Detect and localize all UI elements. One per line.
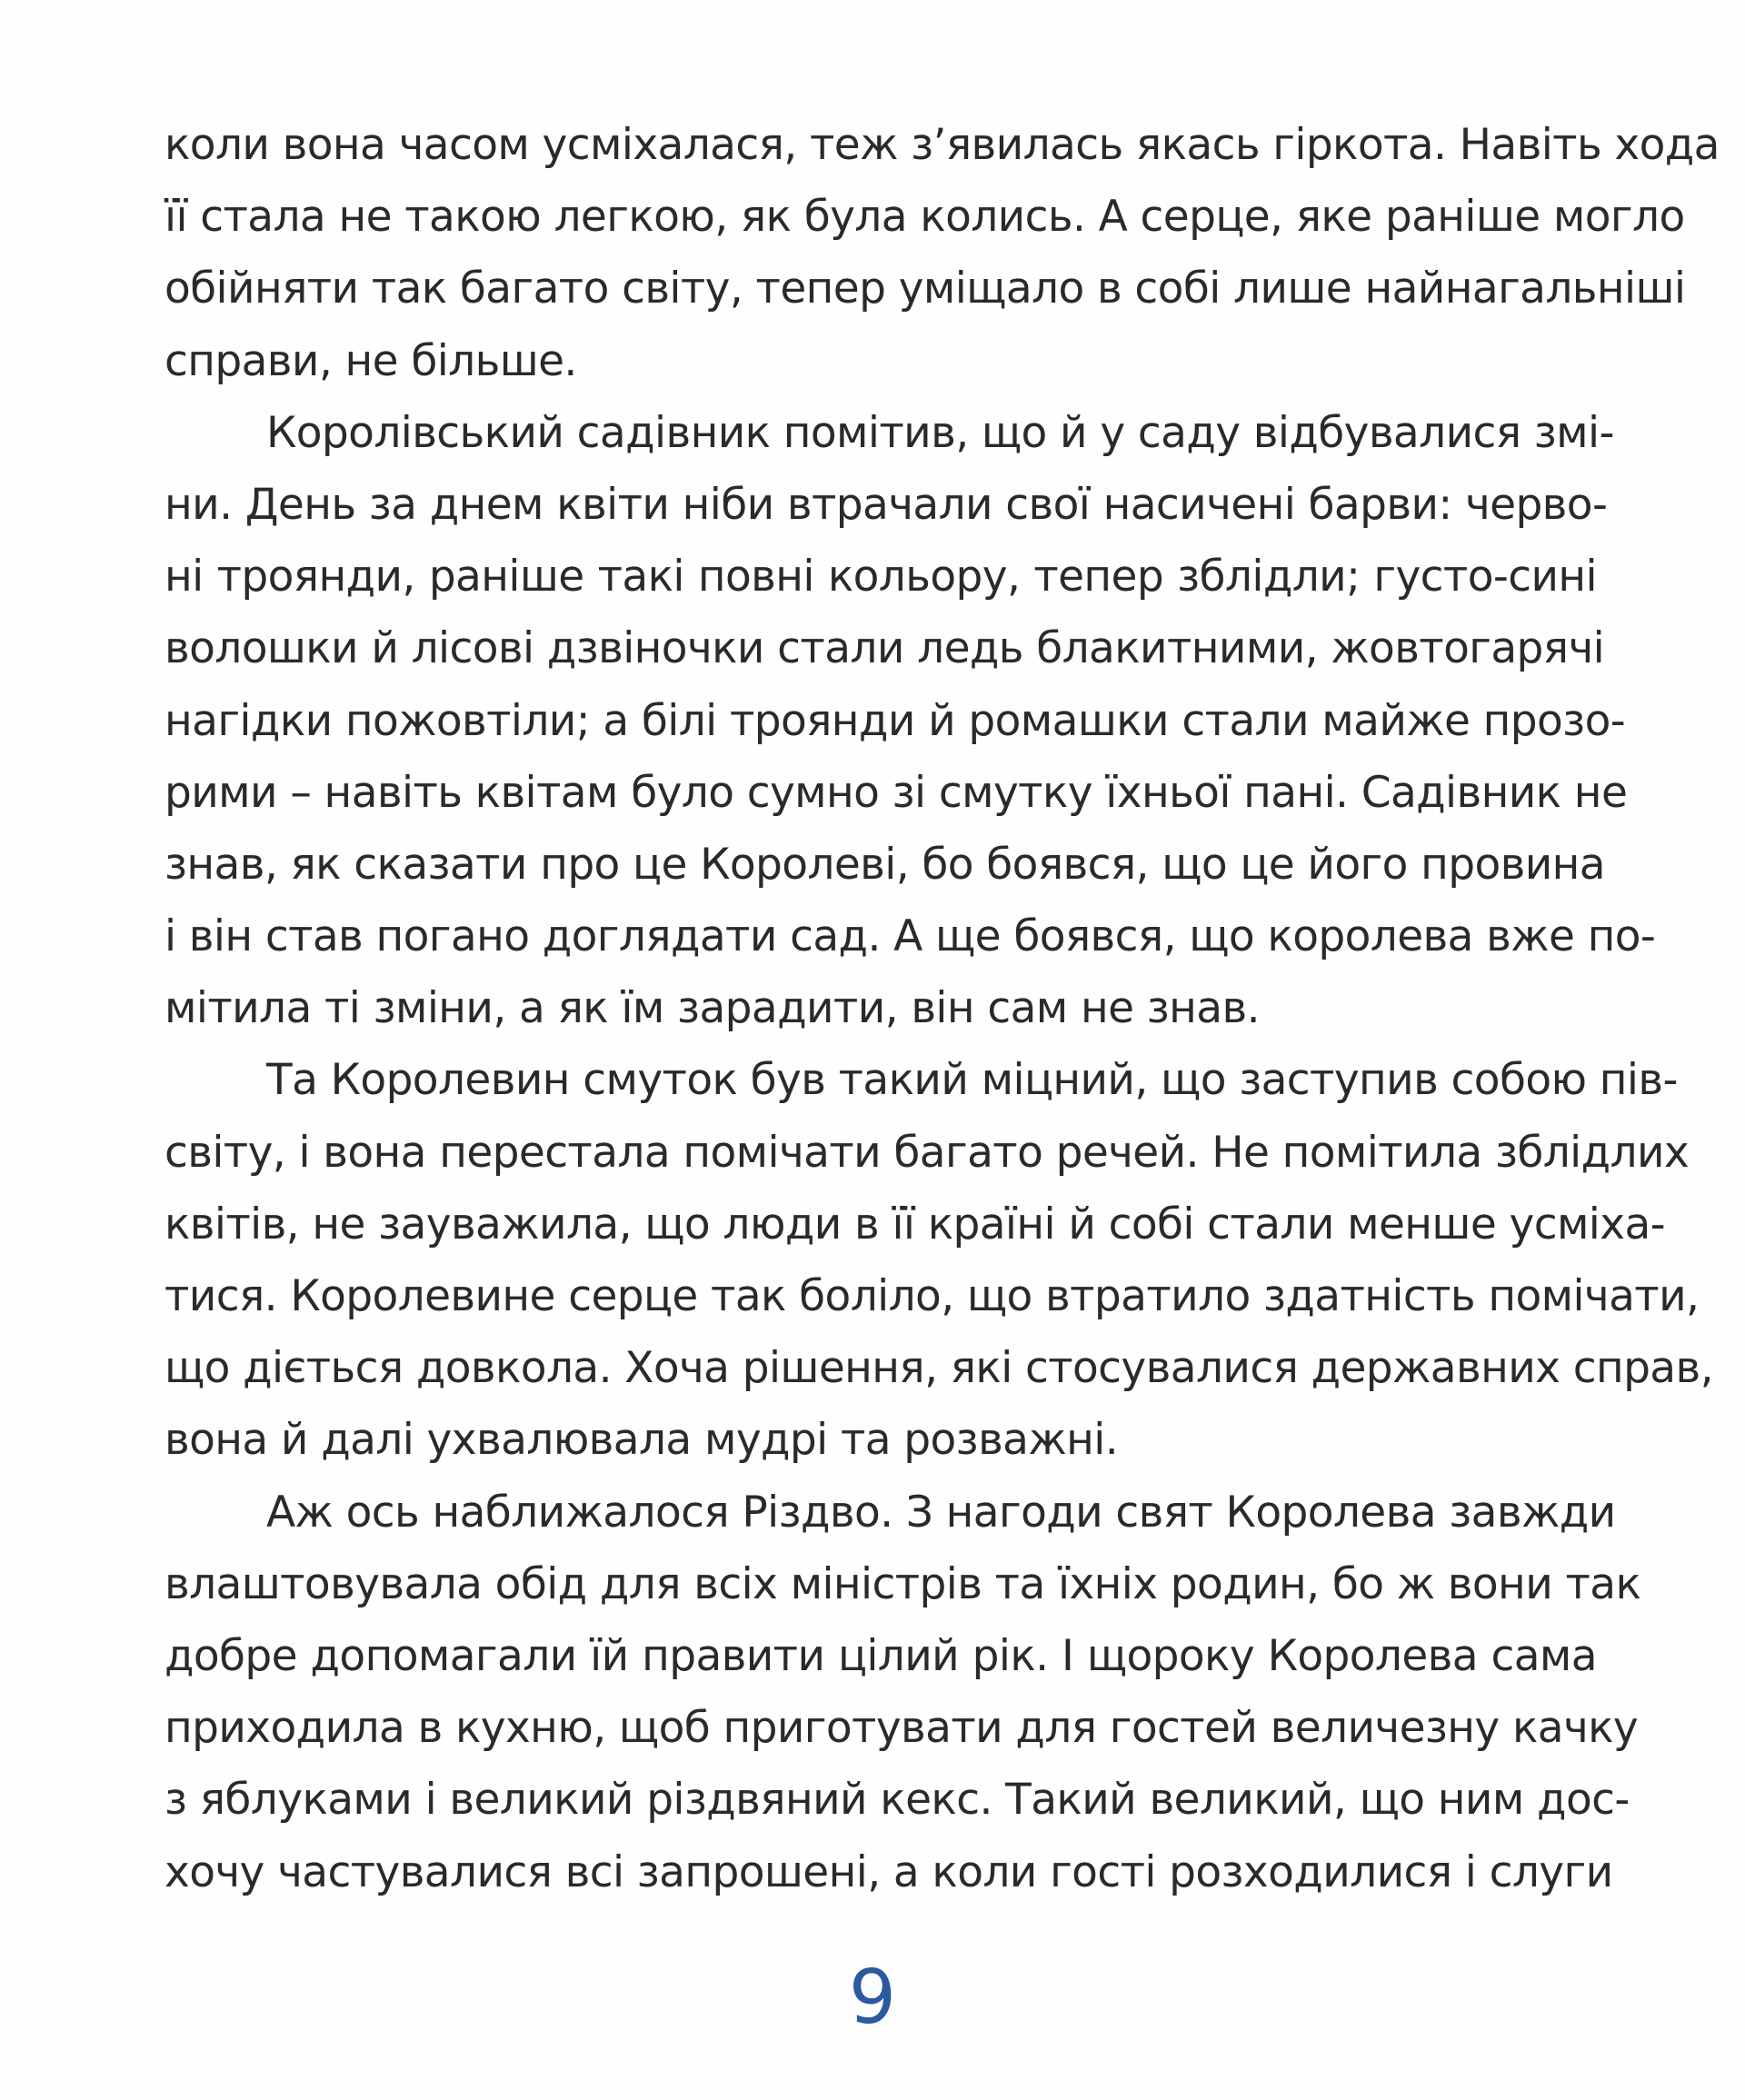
text-line: її стала не такою легкою, як була колись. А серце, яке раніше могло bbox=[165, 192, 1685, 243]
text-line: і він став погано доглядати сад. А ще боявся, що королева вже по- bbox=[165, 911, 1656, 962]
text-line: ні троянди, раніше такі повні кольору, тепер зблідли; густо-сині bbox=[165, 552, 1597, 602]
text-line: квітів, не зауважила, що люди в її країні й собі стали менше усміха- bbox=[165, 1199, 1666, 1249]
page-number: 9 bbox=[848, 1955, 897, 2041]
text-line: волошки й лісові дзвіночки стали ледь блакитними, жовтогарячі bbox=[165, 623, 1605, 674]
text-line: обійняти так багато світу, тепер уміщало в собі лише найнагальніші bbox=[165, 264, 1686, 314]
text-line: рими – навіть квітам було сумно зі смутку їхньої пані. Садівник не bbox=[165, 767, 1628, 818]
text-line: мітила ті зміни, а як їм зарадити, він сам не знав. bbox=[165, 983, 1260, 1034]
text-line: що діється довкола. Хоча рішення, які стосувалися державних справ, bbox=[165, 1343, 1713, 1394]
text-line: справи, не більше. bbox=[165, 335, 577, 386]
text-line: влаштовувала обід для всіх міністрів та їхніх родин, бо ж вони так bbox=[165, 1558, 1641, 1609]
text-line: тися. Королевине серце так боліло, що втратило здатність помічати, bbox=[165, 1271, 1700, 1321]
text-line: нагідки пожовтіли; а білі троянди й ромашки стали майже прозо- bbox=[165, 695, 1626, 746]
text-line: добре допомагали їй правити цілий рік. І щороку Королева сама bbox=[165, 1630, 1597, 1681]
text-line: Аж ось наближалося Різдво. З нагоди свят Королева завжди bbox=[266, 1487, 1616, 1538]
text-line: Та Королевин смуток був такий міцний, що заступив собою пів- bbox=[266, 1055, 1678, 1106]
text-line: з яблуками і великий різдвяний кекс. Такий великий, що ним дос- bbox=[165, 1775, 1630, 1826]
body-text bbox=[165, 109, 1720, 1908]
text-line: вона й далі ухвалювала мудрі та розважні. bbox=[165, 1415, 1119, 1466]
text-line: хочу частувалися всі запрошені, а коли гості розходилися і слуги bbox=[165, 1846, 1613, 1897]
text-line: приходила в кухню, щоб приготувати для гостей величезну качку bbox=[165, 1703, 1639, 1754]
text-line: коли вона часом усміхалася, теж з’явилась якась гіркота. Навіть хода bbox=[165, 120, 1720, 170]
text-line: ни. День за днем квіти ніби втрачали свої насичені барви: черво- bbox=[165, 479, 1608, 530]
text-line: світу, і вона перестала помічати багато речей. Не помітила зблідлих bbox=[165, 1127, 1690, 1178]
text-line: Королівський садівник помітив, що й у саду відбувалися змі- bbox=[266, 407, 1614, 458]
text-line: знав, як сказати про це Королеві, бо боявся, що це його провина bbox=[165, 839, 1605, 890]
